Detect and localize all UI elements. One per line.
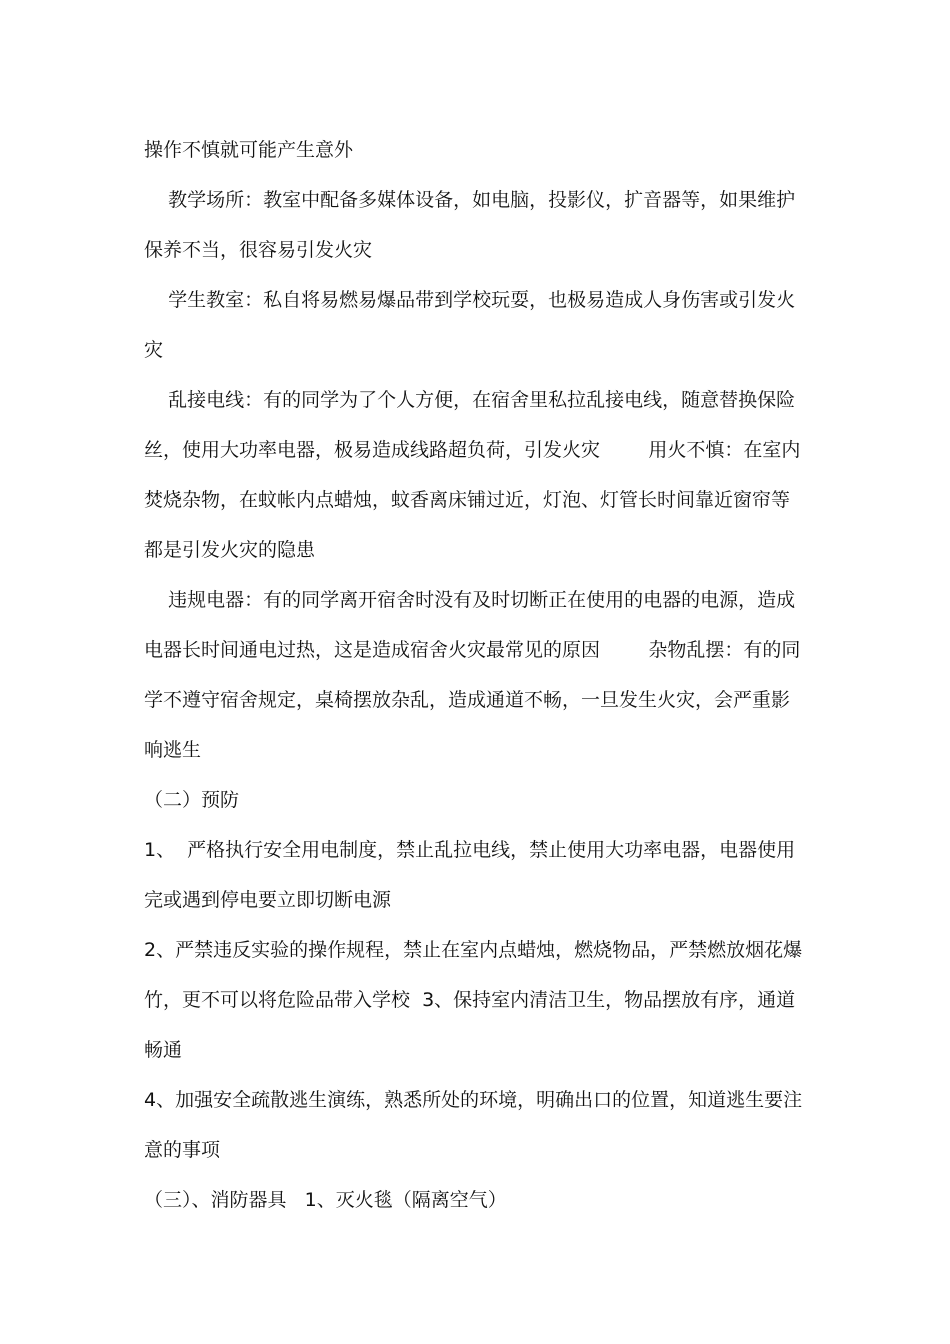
text-line: 4、加强安全疏散逃生演练，熟悉所处的环境，明确出口的位置，知道逃生要注 [144,1089,803,1111]
text-line: 操作不慎就可能产生意外 [144,139,354,161]
text-line: 1、 严格执行安全用电制度，禁止乱拉电线，禁止使用大功率电器，电器使用 [144,839,796,861]
text-line: 竹，更不可以将危险品带入学校 3、保持室内清洁卫生，物品摆放有序，通道 [144,989,796,1011]
text-line: 灾 [144,339,164,361]
text-line: 违规电器：有的同学离开宿舍时没有及时切断正在使用的电器的电源，造成 [144,589,796,611]
text-line: 学不遵守宿舍规定，桌椅摆放杂乱，造成通道不畅，一旦发生火灾，会严重影 [144,689,791,711]
section-heading: （二）预防 [144,789,240,811]
text-line: 2、严禁违反实验的操作规程，禁止在室内点蜡烛，燃烧物品，严禁燃放烟花爆 [144,939,803,961]
text-line: 响逃生 [144,739,202,761]
text-line: 教学场所：教室中配备多媒体设备，如电脑，投影仪，扩音器等，如果维护 [144,189,796,211]
text-line: 保养不当，很容易引发火灾 [144,239,373,261]
text-line: 乱接电线：有的同学为了个人方便，在宿舍里私拉乱接电线，随意替换保险 [144,389,796,411]
text-line: 畅通 [144,1039,183,1061]
text-line: 意的事项 [144,1139,221,1161]
text-line: 完或遇到停电要立即切断电源 [144,889,392,911]
text-line: 学生教室：私自将易燃易爆品带到学校玩耍，也极易造成人身伤害或引发火 [144,289,796,311]
text-line: 电器长时间通电过热，这是造成宿舍火灾最常见的原因 杂物乱摆：有的同 [144,639,801,661]
text-line: 都是引发火灾的隐患 [144,539,316,561]
text-line: 焚烧杂物，在蚊帐内点蜡烛，蚊香离床铺过近，灯泡、灯管长时间靠近窗帘等 [144,489,791,511]
section-heading: （三）、消防器具 1、灭火毯（隔离空气） [144,1189,507,1211]
text-line: 丝，使用大功率电器，极易造成线路超负荷，引发火灾 用火不慎：在室内 [144,439,801,461]
